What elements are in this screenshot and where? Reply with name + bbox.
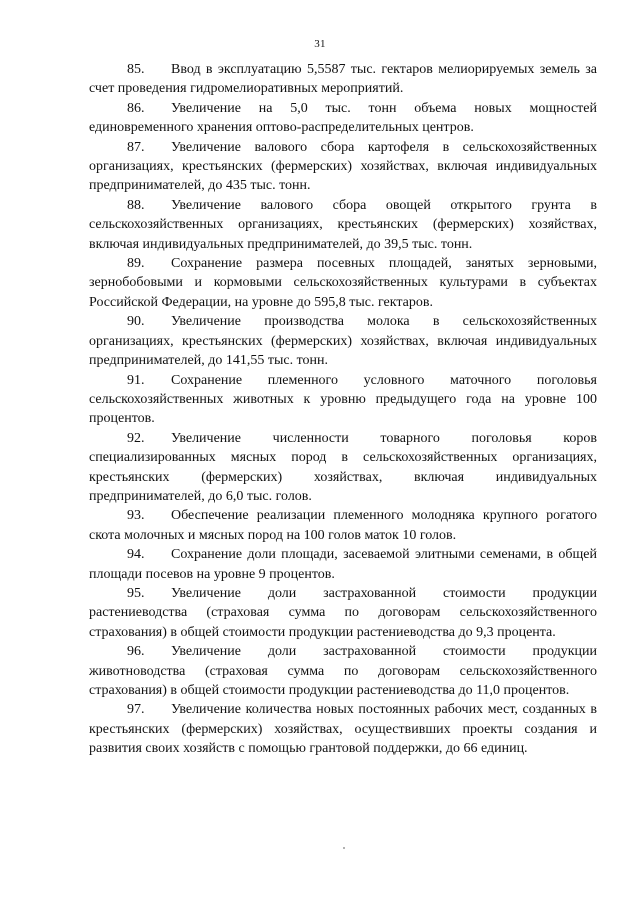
item-text: Увеличение валового сбора картофеля в сельскохозяйственных организациях, крестьянских (фермерских) хозяйствах, включая индивидуальных предпринимателей, до 435 тыс. тонн.	[89, 139, 597, 194]
item-number: 95.	[127, 585, 145, 601]
item-text: Сохранение размера посевных площадей, занятых зерновыми, зернобобовыми и кормовыми сельскохозяйственных культурами в субъектах Российской Федерации, на уровне до 595,8 тыс. гектаров.	[89, 256, 597, 310]
item-number: 96.	[127, 644, 145, 660]
list-item	[89, 642, 597, 700]
list-item	[89, 429, 597, 507]
item-text: Сохранение племенного условного маточного поголовья сельскохозяйственных животных к уровню предыдущего года на уровне 100 процентов.	[89, 372, 597, 427]
item-number: 97.	[127, 702, 145, 718]
list-item	[89, 99, 597, 138]
item-number: 88.	[127, 197, 145, 213]
item-number: 90.	[127, 314, 145, 330]
item-text: Увеличение валового сбора овощей открытого грунта в сельскохозяйственных организациях, крестьянских (фермерских) хозяйствах, включая индивидуальных предпринимателей, до 39,5 тыс. тонн.	[89, 197, 597, 252]
item-number: 87.	[127, 139, 145, 155]
item-number: 86.	[127, 100, 145, 116]
list-item	[89, 138, 597, 196]
list-item	[89, 506, 597, 545]
page-number: 31	[314, 38, 326, 50]
list-item	[89, 196, 597, 254]
list-item	[89, 700, 597, 758]
list-item	[89, 312, 597, 370]
list-item	[89, 584, 597, 642]
item-number: 91.	[127, 372, 145, 388]
item-number: 93.	[127, 508, 145, 524]
item-text: Ввод в эксплуатацию 5,5587 тыс. гектаров мелиорируемых земель за счет проведения гидромелиоративных мероприятий.	[89, 62, 597, 97]
item-number: 94.	[127, 547, 145, 563]
item-number: 85.	[127, 62, 145, 77]
item-text: Увеличение производства молока в сельскохозяйственных организациях, крестьянских (фермерских) хозяйствах, включая индивидуальных предпринимателей, до 141,55 тыс. тонн.	[89, 314, 597, 369]
list-item	[89, 254, 597, 312]
item-text: Сохранение доли площади, засеваемой элитными семенами, в общей площади посевов на уровне 9 процентов.	[89, 547, 597, 582]
item-text: Увеличение численности товарного поголовья коров специализированных мясных пород в сельскохозяйственных организациях, крестьянских (фермерских) хозяйствах, включая индивидуальных предпринимателей, до 6,0 тыс. голов.	[89, 430, 597, 504]
item-text: Увеличение количества новых постоянных рабочих мест, созданных в крестьянских (фермерских) хозяйствах, осуществивших проекты создания и развития своих хозяйств с помощью грантовой поддержки, до 66 единиц.	[89, 702, 597, 757]
scan-speck	[343, 847, 345, 849]
list-item	[89, 545, 597, 584]
document-body	[89, 60, 597, 759]
item-text: Обеспечение реализации племенного молодняка крупного рогатого скота молочных и мясных пород на 100 голов маток 10 голов.	[89, 508, 597, 543]
item-text: Увеличение доли застрахованной стоимости продукции животноводства (страховая сумма по договорам сельскохозяйственного страхования) в общей стоимости продукции растениеводства до 11,0 процентов.	[89, 644, 597, 698]
item-text: Увеличение на 5,0 тыс. тонн объема новых мощностей единовременного хранения оптово-распределительных центров.	[89, 100, 597, 136]
item-text: Увеличение доли застрахованной стоимости продукции растениеводства (страховая сумма по договорам сельскохозяйственного страхования) в общей стоимости продукции растениеводства до 9,3 процента.	[89, 585, 597, 640]
item-number: 92.	[127, 430, 145, 446]
item-number: 89.	[127, 256, 145, 272]
list-item	[89, 371, 597, 429]
list-item	[89, 60, 597, 99]
